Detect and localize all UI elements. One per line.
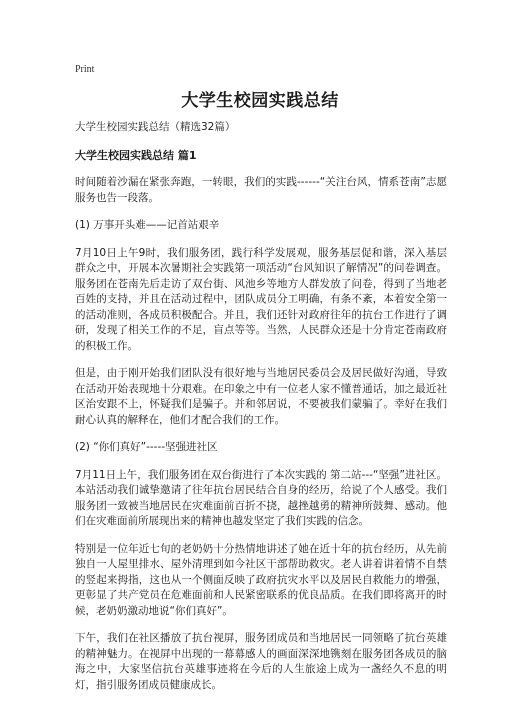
paragraph: 7月11日上午，我们服务团在双台街进行了本次实践的 第二站---“坚强”进社区。本站活动我们诚挚邀请了往年抗台居民结合自身的经历，给说了个人感受。我们服务团一致被当地居民在灾难面前百折不挠，越挫越勇的精神所鼓舞、感动。他们在灾难面前所展现出来的精神也越发坚定了我们实践的信念。	[75, 468, 447, 527]
subheading-1: (1) 万事开头难——记首站艰辛	[75, 219, 220, 231]
article-body	[75, 120, 447, 705]
paragraph: 时间随着沙漏在紧张奔跑，一转眼，我们的实践------“关注台风，情系苍南”志愿服务也告一段落。	[75, 176, 447, 204]
page-title: 大学生校园实践总结	[181, 91, 339, 111]
subheading-2: (2) “你们真好”-----坚强进社区	[75, 441, 218, 453]
paragraph: 7月10日上午9时，我们服务团，践行科学发展观，服务基层促和谐，深入基层群众之中，开展本次暑期社会实践第一项活动“台风知识了解情况”的问卷调查。服务团在苍南先后走访了双台街、风池乡等地方人群发放了问卷，得到了当地老百姓的支持，并且在活动过程中，团队成员分工明确，有条不紊，本着安全第一的活动准则，各成员积极配合。并且，我们还针对政府往年的抗台工作进行了调研，发现了相关工作的不足，盲点等等。当然，人民群众还是十分肯定苍南政府的积极工作。	[75, 246, 447, 352]
paragraph: 特别是一位年近七旬的老奶奶十分热情地讲述了她在近十年的抗台经历，从先前独自一人屋里排水、屋外清理到如今社区干部帮助救灾。老人讲着讲着情不自禁的竖起来拇指，这也从一个侧面反映了政府抗灾水平以及居民自救能力的增强，更彰显了共产党员在危难面前和人民紧密联系的优良品质。在我们即将离开的时候，老奶奶激动地说“你们真好”。	[75, 542, 447, 617]
section-heading: 大学生校园实践总结 篇1	[75, 148, 197, 162]
article-subtitle: 大学生校园实践总结（精选32篇）	[75, 121, 236, 133]
print-link[interactable]: Print	[75, 64, 95, 75]
paragraph: 下午，我们在社区播放了抗台视屏，服务团成员和当地居民一同领略了抗台英雄的精神魅力。在视屏中出现的一幕幕感人的画面深深地镌刻在服务团各成员的脑海之中，大家坚信抗台英雄事迹将在今后的人生旅途上成为一盏经久不息的明灯，指引服务团成员健康成长。	[75, 632, 447, 691]
paragraph: 但是，由于刚开始我们团队没有很好地与当地居民委员会及居民做好沟通，导致在活动开始表现地十分艰难。在印象之中有一位老人家不懂普通话，加之最近社区治安跟不上，怀疑我们是骗子。并和邻居说，不要被我们蒙骗了。幸好在我们耐心认真的解释在，他们才配合我们的工作。	[75, 367, 447, 426]
